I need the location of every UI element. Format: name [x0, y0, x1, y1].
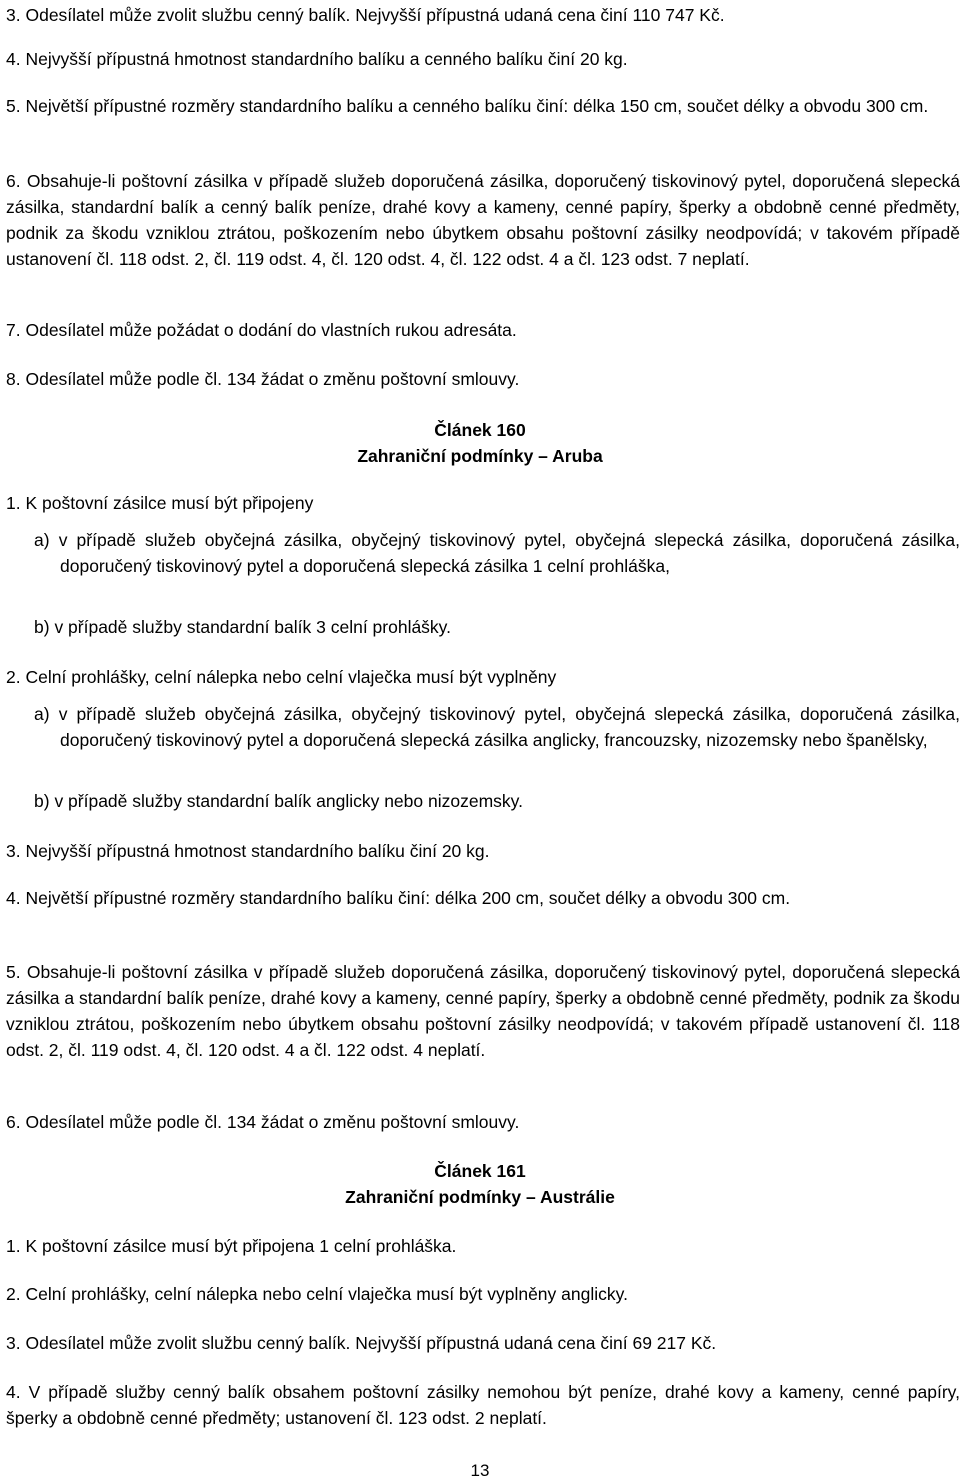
paragraph-number: 4.: [6, 888, 21, 908]
item-letter: a): [34, 704, 50, 724]
paragraph-text: Největší přípustné rozměry standardního balíku a cenného balíku činí: délka 150 cm, součet délky a obvodu 300 cm.: [25, 96, 929, 116]
item-letter: b): [34, 617, 50, 637]
paragraph-text: Odesílatel může podle čl. 134 žádat o změnu poštovní smlouvy.: [25, 369, 520, 389]
item-text: v případě služeb obyčejná zásilka, obyčejný tiskovinový pytel, obyčejná slepecká zásilka, doporučená zásilka, doporučený tiskovinový pytel a doporučená slepecká zásilka 1 celní prohláška,: [58, 530, 960, 576]
article-160-item-1a: [34, 527, 960, 579]
paragraph-text: K poštovní zásilce musí být připojena 1 celní prohláška.: [25, 1236, 457, 1256]
paragraph-text: Největší přípustné rozměry standardního balíku činí: délka 200 cm, součet délky a obvodu 300 cm.: [25, 888, 791, 908]
paragraph-text: Obsahuje-li poštovní zásilka v případě služeb doporučená zásilka, doporučený tiskovinový pytel, doporučená slepecká zásilka, standardní balík a cenný balík peníze, drahé kovy a kameny, cenné papíry, šperky a obdobně cenné předměty, podnik za škodu vzniklou ztrátou, poškozením nebo úbytkem obsahu poštovní zásilky neodpovídá; v takovém případě ustanovení čl. 118 odst. 2, čl. 119 odst. 4, čl. 120 odst. 4, čl. 122 odst. 4 a čl. 123 odst. 7 neplatí.: [6, 171, 960, 269]
paragraph-text: Celní prohlášky, celní nálepka nebo celní vlaječka musí být vyplněny anglicky.: [25, 1284, 628, 1304]
article-subtitle: Zahraniční podmínky – Aruba: [357, 446, 603, 466]
paragraph-number: 8.: [6, 369, 21, 389]
paragraph-prev-4: [6, 46, 960, 72]
paragraph-prev-7: [6, 317, 960, 343]
article-160-item-2a: [34, 701, 960, 753]
article-160-paragraph-6: [6, 1109, 960, 1135]
item-text: v případě služby standardní balík anglicky nebo nizozemsky.: [54, 791, 523, 811]
article-160-paragraph-2: [6, 664, 960, 690]
paragraph-text: Odesílatel může podle čl. 134 žádat o změnu poštovní smlouvy.: [25, 1112, 520, 1132]
article-160-item-1b: [34, 614, 960, 640]
article-160-heading: [0, 417, 960, 469]
paragraph-number: 3.: [6, 5, 21, 25]
paragraph-number: 4.: [6, 49, 21, 69]
paragraph-prev-8: [6, 366, 960, 392]
paragraph-text: Celní prohlášky, celní nálepka nebo celní vlaječka musí být vyplněny: [25, 667, 557, 687]
item-letter: a): [34, 530, 50, 550]
article-161-paragraph-2: [6, 1281, 960, 1307]
article-subtitle: Zahraniční podmínky – Austrálie: [345, 1187, 615, 1207]
article-161-paragraph-4: [6, 1379, 960, 1431]
paragraph-number: 5.: [6, 962, 21, 982]
paragraph-number: 3.: [6, 841, 21, 861]
paragraph-number: 3.: [6, 1333, 21, 1353]
paragraph-number: 4.: [6, 1382, 21, 1402]
paragraph-number: 2.: [6, 667, 21, 687]
article-title: Článek 161: [434, 1161, 526, 1181]
paragraph-number: 1.: [6, 1236, 21, 1256]
article-160-paragraph-1: [6, 490, 960, 516]
article-title: Článek 160: [434, 420, 526, 440]
item-text: v případě služeb obyčejná zásilka, obyčejný tiskovinový pytel, obyčejná slepecká zásilka, doporučená zásilka, doporučený tiskovinový pytel a doporučená slepecká zásilka anglicky, francouzsky, nizozemsky nebo španělsky,: [58, 704, 960, 750]
paragraph-prev-5: [6, 93, 960, 119]
paragraph-number: 1.: [6, 493, 21, 513]
paragraph-text: Obsahuje-li poštovní zásilka v případě služeb doporučená zásilka, doporučený tiskovinový pytel, doporučená slepecká zásilka a standardní balík peníze, drahé kovy a kameny, cenné papíry, šperky a obdobně cenné předměty, podnik za škodu vzniklou ztrátou, poškozením nebo úbytkem obsahu poštovní zásilky neodpovídá; v takovém případě ustanovení čl. 118 odst. 2, čl. 119 odst. 4, čl. 120 odst. 4 a čl. 122 odst. 4 neplatí.: [6, 962, 960, 1060]
paragraph-text: Odesílatel může zvolit službu cenný balík. Nejvyšší přípustná udaná cena činí 110 747 Kč.: [25, 5, 725, 25]
article-160-paragraph-5: [6, 959, 960, 1063]
article-160-item-2b: [34, 788, 960, 814]
paragraph-prev-6: [6, 168, 960, 272]
paragraph-number: 2.: [6, 1284, 21, 1304]
article-160-paragraph-3: [6, 838, 960, 864]
paragraph-text: K poštovní zásilce musí být připojeny: [25, 493, 314, 513]
paragraph-number: 6.: [6, 1112, 21, 1132]
article-161-paragraph-3: [6, 1330, 960, 1356]
paragraph-prev-3: [6, 2, 960, 28]
paragraph-text: Odesílatel může zvolit službu cenný balík. Nejvyšší přípustná udaná cena činí 69 217 Kč.: [25, 1333, 717, 1353]
paragraph-text: V případě služby cenný balík obsahem poštovní zásilky nemohou být peníze, drahé kovy a kameny, cenné papíry, šperky a obdobně cenné předměty; ustanovení čl. 123 odst. 2 neplatí.: [6, 1382, 960, 1428]
paragraph-text: Odesílatel může požádat o dodání do vlastních rukou adresáta.: [25, 320, 517, 340]
item-text: v případě služby standardní balík 3 celní prohlášky.: [54, 617, 451, 637]
article-160-paragraph-4: [6, 885, 960, 911]
item-letter: b): [34, 791, 50, 811]
paragraph-text: Nejvyšší přípustná hmotnost standardního balíku činí 20 kg.: [25, 841, 490, 861]
paragraph-number: 7.: [6, 320, 21, 340]
article-161-heading: [0, 1158, 960, 1210]
page-number: 13: [470, 1461, 490, 1480]
paragraph-number: 6.: [6, 171, 21, 191]
article-161-paragraph-1: [6, 1233, 960, 1259]
paragraph-text: Nejvyšší přípustná hmotnost standardního balíku a cenného balíku činí 20 kg.: [25, 49, 628, 69]
paragraph-number: 5.: [6, 96, 21, 116]
